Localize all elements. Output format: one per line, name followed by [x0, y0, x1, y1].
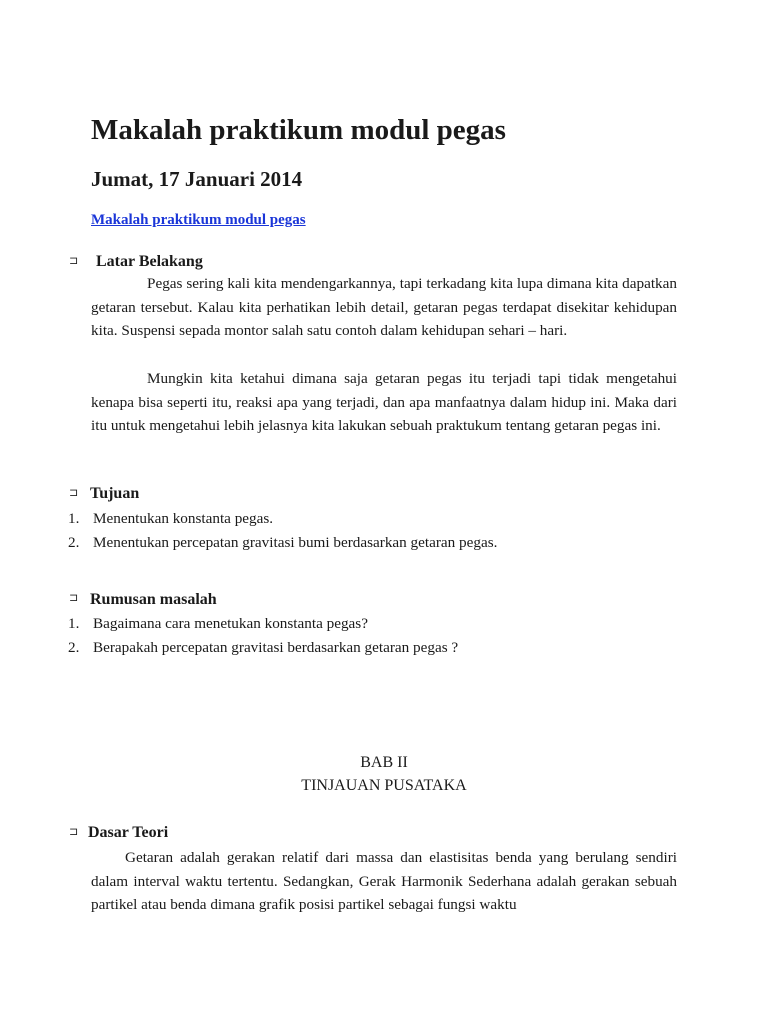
article-link[interactable]: Makalah praktikum modul pegas [91, 212, 306, 228]
section-heading-tujuan: Tujuan [90, 485, 140, 502]
list-item [68, 612, 458, 636]
chapter-number: BAB II [360, 754, 408, 771]
list-item-number: 2. [68, 639, 80, 656]
list-item-text: Berapakah percepatan gravitasi berdasarkan getaran pegas ? [93, 639, 459, 656]
paragraph-latar-belakang-2: Mungkin kita ketahui dimana saja getaran pegas itu terjadi tapi tidak mengetahui kenapa bisa seperti itu, reaksi apa yang terjadi, dan apa manfaatnya dalam hidup ini. Maka dari itu untuk mengetahui lebih jelasnya kita lakukan sebuah praktukum tentang getaran pegas ini. [91, 370, 677, 435]
section-heading-rumusan-masalah: Rumusan masalah [90, 591, 217, 608]
bullet-icon: ⊐ [69, 825, 79, 838]
rumusan-list [68, 612, 458, 660]
bullet-icon: ⊐ [69, 254, 79, 267]
list-item-number: 1. [68, 510, 80, 527]
bullet-icon: ⊐ [69, 591, 79, 604]
tujuan-list [68, 507, 497, 555]
paragraph-dasar-teori: Getaran adalah gerakan relatif dari massa dan elastisitas benda yang berulang sendiri dalam interval waktu tertentu. Sedangkan, Gerak Harmonik Sederhana adalah gerakan sebuah partikel atau benda dimana grafik posisi partikel sebagai fungsi waktu [91, 849, 677, 914]
list-item-text: Menentukan konstanta pegas. [93, 510, 274, 527]
section-heading-dasar-teori: Dasar Teori [88, 824, 169, 841]
list-item-text: Bagaimana cara menetukan konstanta pegas? [93, 615, 368, 632]
list-item-text: Menentukan percepatan gravitasi bumi berdasarkan getaran pegas. [93, 534, 498, 551]
post-date: Jumat, 17 Januari 2014 [91, 167, 303, 191]
list-item [68, 531, 497, 555]
document-title: Makalah praktikum modul pegas [91, 114, 506, 146]
paragraph-latar-belakang-1: Pegas sering kali kita mendengarkannya, tapi terkadang kita lupa dimana kita dapatkan getaran tersebut. Kalau kita perhatikan lebih detail, getaran pegas terdapat disekitar kehidupan kita. Suspensi sepada montor salah satu contoh dalam kehidupan sehari – hari. [91, 275, 677, 340]
bullet-icon: ⊐ [69, 486, 79, 499]
chapter-title: TINJAUAN PUSATAKA [301, 777, 467, 794]
list-item-number: 1. [68, 615, 80, 632]
section-heading-latar-belakang: Latar Belakang [96, 253, 203, 270]
list-item-number: 2. [68, 534, 80, 551]
list-item [68, 507, 497, 531]
list-item [68, 636, 458, 660]
